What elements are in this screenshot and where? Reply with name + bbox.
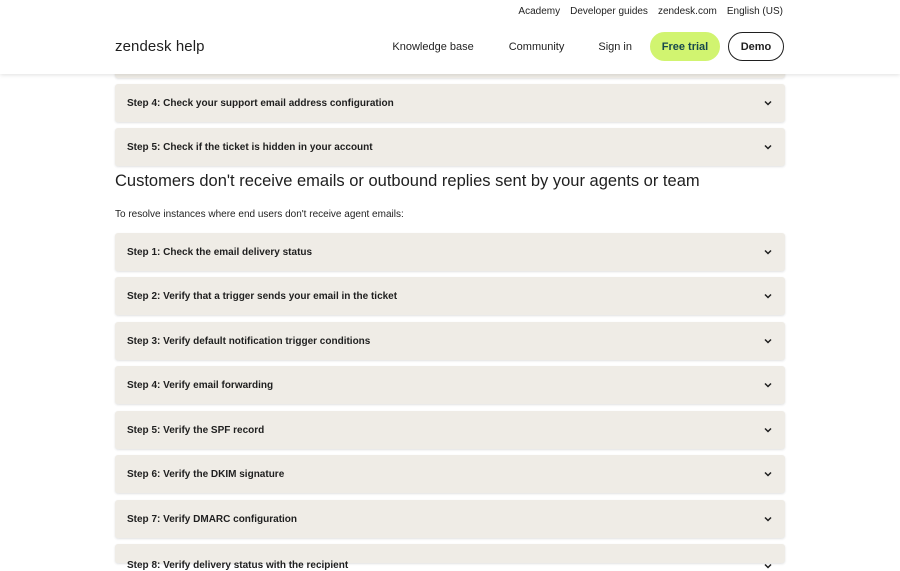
- accordion-item-label: Step 4: Check your support email address configuration: [127, 97, 394, 109]
- language-selector[interactable]: English (US): [726, 6, 783, 17]
- section-heading: Customers don't receive emails or outbound replies sent by your agents or team: [115, 172, 700, 190]
- accordion-item[interactable]: [115, 277, 785, 315]
- chevron-down-icon: [763, 142, 773, 152]
- chevron-down-icon: [763, 380, 773, 390]
- accordion-item-label: Step 6: Verify the DKIM signature: [127, 468, 285, 480]
- site-header: [0, 0, 900, 74]
- nav-knowledge-base[interactable]: Knowledge base: [392, 40, 474, 53]
- accordion-item-label: Step 4: Verify email forwarding: [127, 379, 274, 391]
- accordion-item[interactable]: [115, 84, 785, 122]
- utility-link-zendesk-com[interactable]: zendesk.com: [657, 6, 717, 17]
- chevron-down-icon: [763, 98, 773, 108]
- chevron-down-icon: [763, 336, 773, 346]
- utility-link-developer-guides[interactable]: Developer guides: [570, 6, 648, 17]
- accordion-item-label: Step 3: Verify default notification trigger conditions: [127, 335, 371, 347]
- accordion-item[interactable]: [115, 455, 785, 493]
- utility-link-academy[interactable]: Academy: [518, 6, 561, 17]
- main-nav: [392, 32, 784, 61]
- chevron-down-icon: [763, 514, 773, 524]
- demo-button[interactable]: Demo: [728, 32, 784, 61]
- accordion-item[interactable]: [115, 411, 785, 449]
- accordion-item-label: Step 7: Verify DMARC configuration: [127, 513, 298, 525]
- accordion-item[interactable]: [115, 233, 785, 271]
- sign-in-link[interactable]: Sign in: [598, 40, 632, 53]
- accordion-item-label: Step 8: Verify delivery status with the recipient: [127, 560, 349, 571]
- accordion-item-label: Step 2: Verify that a trigger sends your email in the ticket: [127, 290, 398, 302]
- logo[interactable]: zendesk help: [115, 38, 205, 55]
- accordion-item[interactable]: [115, 366, 785, 404]
- utility-nav: [518, 6, 783, 17]
- chevron-down-icon: [763, 469, 773, 479]
- accordion-item-label: Step 5: Verify the SPF record: [127, 424, 265, 436]
- accordion-item-label: Step 1: Check the email delivery status: [127, 246, 313, 258]
- chevron-down-icon: [763, 247, 773, 257]
- nav-community[interactable]: Community: [508, 40, 565, 53]
- section-intro: To resolve instances where end users don't receive agent emails:: [115, 209, 404, 220]
- accordion-item[interactable]: [115, 500, 785, 538]
- chevron-down-icon: [763, 291, 773, 301]
- accordion-item[interactable]: [115, 544, 785, 571]
- accordion-item[interactable]: [115, 322, 785, 360]
- free-trial-button[interactable]: Free trial: [650, 32, 720, 61]
- accordion-item[interactable]: [115, 128, 785, 166]
- chevron-down-icon: [763, 425, 773, 435]
- accordion-item-label: Step 5: Check if the ticket is hidden in your account: [127, 141, 373, 153]
